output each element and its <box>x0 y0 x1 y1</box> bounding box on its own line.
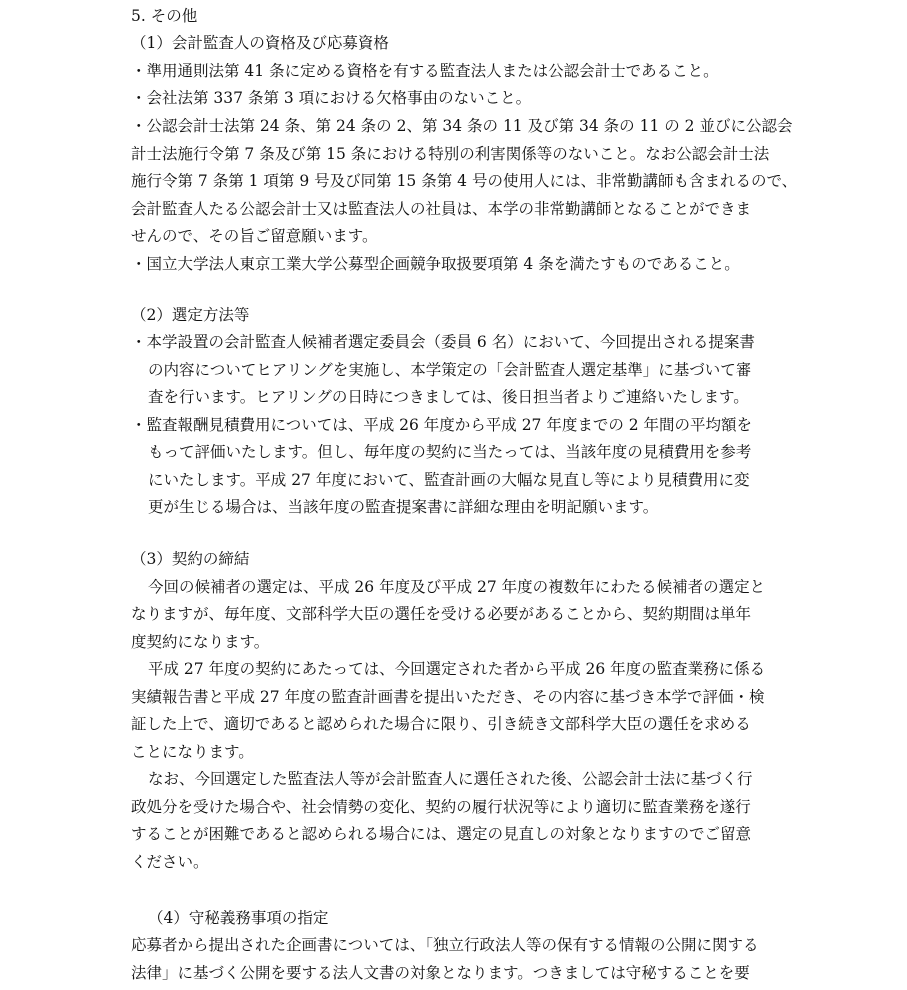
paragraph-line: 更が生じる場合は、当該年度の監査提案書に詳細な理由を明記願います。 <box>148 498 659 516</box>
paragraph-line: ・監査報酬見積費用については、平成 26 年度から平成 27 年度までの 2 年間の平均額を <box>131 416 753 434</box>
paragraph-line: 平成 27 年度の契約にあたっては、今回選定された者から平成 26 年度の監査業務に係る <box>148 660 766 678</box>
paragraph-line: の内容についてヒアリングを実施し、本学策定の「会計監査人選定基準」に基づいて審 <box>148 361 752 379</box>
subsection-title-1: （1）会計監査人の資格及び応募資格 <box>131 34 389 52</box>
paragraph-line: ・会社法第 337 条第 3 項における欠格事由のないこと。 <box>131 89 532 107</box>
paragraph-line: ・準用通則法第 41 条に定める資格を有する監査法人または公認会計士であること。 <box>131 62 719 80</box>
paragraph-line: 政処分を受けた場合や、社会情勢の変化、契約の履行状況等により適切に監査業務を遂行 <box>131 798 751 816</box>
paragraph-line: 今回の候補者の選定は、平成 26 年度及び平成 27 年度の複数年にわたる候補者の選定と <box>148 578 766 596</box>
paragraph-line: することが困難であると認められる場合には、選定の見直しの対象となりますのでご留意 <box>131 825 752 843</box>
paragraph-line: 査を行います。ヒアリングの日時につきましては、後日担当者よりご連絡いたします。 <box>148 388 749 406</box>
paragraph-line: せんので、その旨ご留意願います。 <box>131 227 378 245</box>
section-heading: 5. その他 <box>131 7 198 25</box>
paragraph-line: ことになります。 <box>131 743 254 761</box>
paragraph-line: 施行令第 7 条第 1 項第 9 号及び同第 15 条第 4 号の使用人には、非常勤講師も含まれるので、 <box>131 172 798 190</box>
paragraph-line: 法律」に基づく公開を要する法人文書の対象となります。つきましては守秘することを要 <box>131 964 750 982</box>
subsection-title-2: （2）選定方法等 <box>131 306 250 324</box>
paragraph-line: ・本学設置の会計監査人候補者選定委員会（委員 6 名）において、今回提出される提案書 <box>131 333 755 351</box>
paragraph-line: もって評価いたします。但し、毎年度の契約に当たっては、当該年度の見積費用を参考 <box>148 443 752 461</box>
subsection-title-3: （3）契約の締結 <box>131 550 250 568</box>
paragraph-line: にいたします。平成 27 年度において、監査計画の大幅な見直し等により見積費用に変 <box>148 471 750 489</box>
paragraph-line: 度契約になります。 <box>131 633 270 651</box>
paragraph-line: ・国立大学法人東京工業大学公募型企画競争取扱要項第 4 条を満たすものであること。 <box>131 255 740 273</box>
subsection-title-4: （4）守秘義務事項の指定 <box>148 909 329 927</box>
paragraph-line: 実績報告書と平成 27 年度の監査計画書を提出いただき、その内容に基づき本学で評価・検 <box>131 688 765 706</box>
paragraph-line: 証した上で、適切であると認められた場合に限り、引き続き文部科学大臣の選任を求める <box>131 715 751 733</box>
paragraph-line: なりますが、毎年度、文部科学大臣の選任を受ける必要があることから、契約期間は単年 <box>131 605 752 623</box>
paragraph-line: なお、今回選定した監査法人等が会計監査人に選任された後、公認会計士法に基づく行 <box>148 770 753 788</box>
paragraph-line: ・公認会計士法第 24 条、第 24 条の 2、第 34 条の 11 及び第 34 条の 11 の 2 並びに公認会 <box>131 117 793 135</box>
paragraph-line: 計士法施行令第 7 条及び第 15 条における特別の利害関係等のないこと。なお公認会計士法 <box>131 145 770 163</box>
paragraph-line: ください。 <box>131 853 209 871</box>
paragraph-line: 応募者から提出された企画書については、「独立行政法人等の保有する情報の公開に関する <box>131 936 759 954</box>
paragraph-line: 会計監査人たる公認会計士又は監査法人の社員は、本学の非常勤講師となることができま <box>131 200 752 218</box>
